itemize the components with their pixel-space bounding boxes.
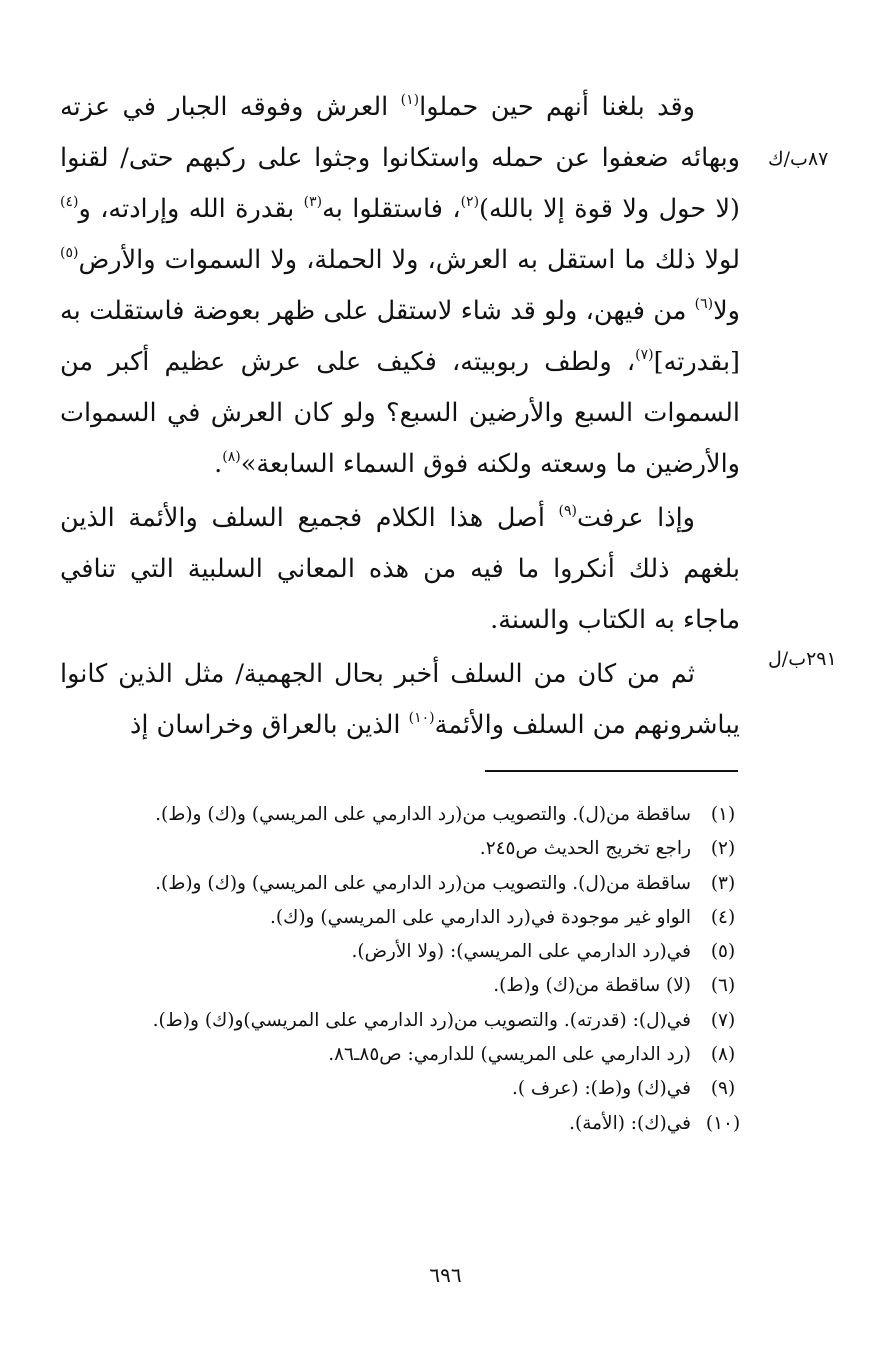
footnote-reference: (١) [400, 92, 420, 108]
footnote-reference: (٨) [222, 449, 241, 465]
paragraph-text: لولا ذلك ما استقل به العرش، ولا الحملة، ولا السموات والأرض [78, 245, 740, 275]
footnote-item [60, 969, 743, 1003]
footnote-item [60, 1038, 743, 1072]
footnote-text: (رد الدارمي على المريسي) للدارمي: ص٨٥ـ٨٦. [328, 1044, 691, 1066]
paragraph-text: وإذا عرفت [577, 503, 695, 533]
footnote-reference: (٧) [635, 347, 654, 363]
footnote-text: في(رد الدارمي على المريسي): (ولا الأرض). [351, 941, 691, 963]
paragraph-text: . [214, 449, 223, 479]
margin-note-folio-l: ٢٩١ب/ل [768, 648, 837, 670]
footnote-number: (٨) [710, 1044, 736, 1066]
footnote-number: (٣) [710, 872, 736, 894]
footnote-item [60, 1072, 743, 1106]
footnote-item [60, 832, 743, 866]
footnote-reference: (١٠) [408, 710, 435, 726]
footnote-number: (٩) [710, 1078, 736, 1100]
paragraph [60, 82, 740, 490]
footnote-number: (٧) [710, 1009, 736, 1031]
paragraph-text: وقد بلغنا أنهم حين حملوا [419, 92, 695, 122]
paragraph-text: ولا [713, 296, 740, 326]
footnote-number: (٥) [710, 941, 736, 963]
footnote-item [60, 935, 743, 969]
footnote-text: راجع تخريج الحديث ص٢٤٥. [479, 838, 691, 860]
paragraph-text: أصل هذا الكلام فجميع السلف والأئمة الذين بلغهم ذلك أنكروا ما فيه من هذه المعاني السلبية التي تنافي ماجاء به الكتاب والسنة. [60, 503, 740, 635]
footnote-item [60, 1004, 743, 1038]
footnote-text: في(ل): (قدرته). والتصويب من(رد الدارمي على المريسي)و(ك) و(ط). [152, 1009, 691, 1031]
footnote-reference: (٢) [460, 194, 480, 210]
footnote-text: الواو غير موجودة في(رد الدارمي على المريسي) و(ك). [269, 906, 691, 928]
footnote-reference: (٣) [303, 194, 323, 210]
footnote-item [60, 901, 743, 935]
footnote-text: (لا) ساقطة من(ك) و(ط). [493, 975, 691, 997]
paragraph-text: ثم من كان من السلف أخبر بحال الجهمية/ مثل الذين كانوا يباشرونهم من السلف والأئمة [60, 659, 740, 740]
footnote-number: (٦) [710, 975, 736, 997]
footnote-text: في(ك): (الأمة). [569, 1112, 691, 1134]
paragraph-text: من فيهن، ولو قد شاء لاستقل على ظهر بعوضة فاستقلت به [بقدرته] [60, 296, 740, 377]
footnote-reference: (٦) [694, 296, 714, 312]
paragraph-text: ، فاستقلوا به [322, 194, 461, 224]
page-number: ٦٩٦ [429, 1263, 462, 1287]
paragraph [60, 493, 740, 646]
main-text [60, 82, 740, 751]
footnote-number: (٤) [710, 906, 736, 928]
footnote-reference: (٥) [60, 245, 79, 261]
paragraph-text: بقدرة الله وإرادته، و [78, 194, 304, 224]
footnote-text: في(ك) و(ط): (عرف ). [511, 1078, 691, 1100]
footnote-reference: (٤) [60, 194, 79, 210]
footnote-separator [485, 770, 738, 772]
footnote-reference: (٩) [558, 503, 578, 519]
footnote-text: ساقطة من(ل). والتصويب من(رد الدارمي على المريسي) و(ك) و(ط). [155, 804, 691, 825]
footnote-number: (٢) [710, 838, 736, 860]
margin-note-folio-k: ٨٧ب/ك [768, 148, 829, 170]
paragraph-text: العرش وفوقه الجبار في عزته وبهائه ضعفوا عن حمله واستكانوا وجثوا على ركبهم حتى/ لقنوا (لا حول ولا قوة إلا بالله) [60, 92, 740, 224]
footnote-item [60, 798, 743, 832]
footnote-number: (١٠) [705, 1112, 741, 1134]
footnote-number: (١) [710, 804, 736, 825]
paragraph-text: الذين بالعراق وخراسان إذ [130, 710, 409, 740]
footnote-item [60, 867, 743, 901]
footnote-item [60, 1107, 743, 1141]
paragraph-text: ، ولطف ربوبيته، فكيف على عرش عظيم أكبر من السموات السبع والأرضين السبع؟ ولو كان العرش في السموات والأرضين ما وسعته ولكنه فوق السماء السابعة» [60, 347, 740, 479]
footnote-text: ساقطة من(ل). والتصويب من(رد الدارمي على المريسي) و(ك) و(ط). [155, 872, 691, 894]
paragraph [60, 649, 740, 751]
footnotes [60, 798, 743, 1141]
